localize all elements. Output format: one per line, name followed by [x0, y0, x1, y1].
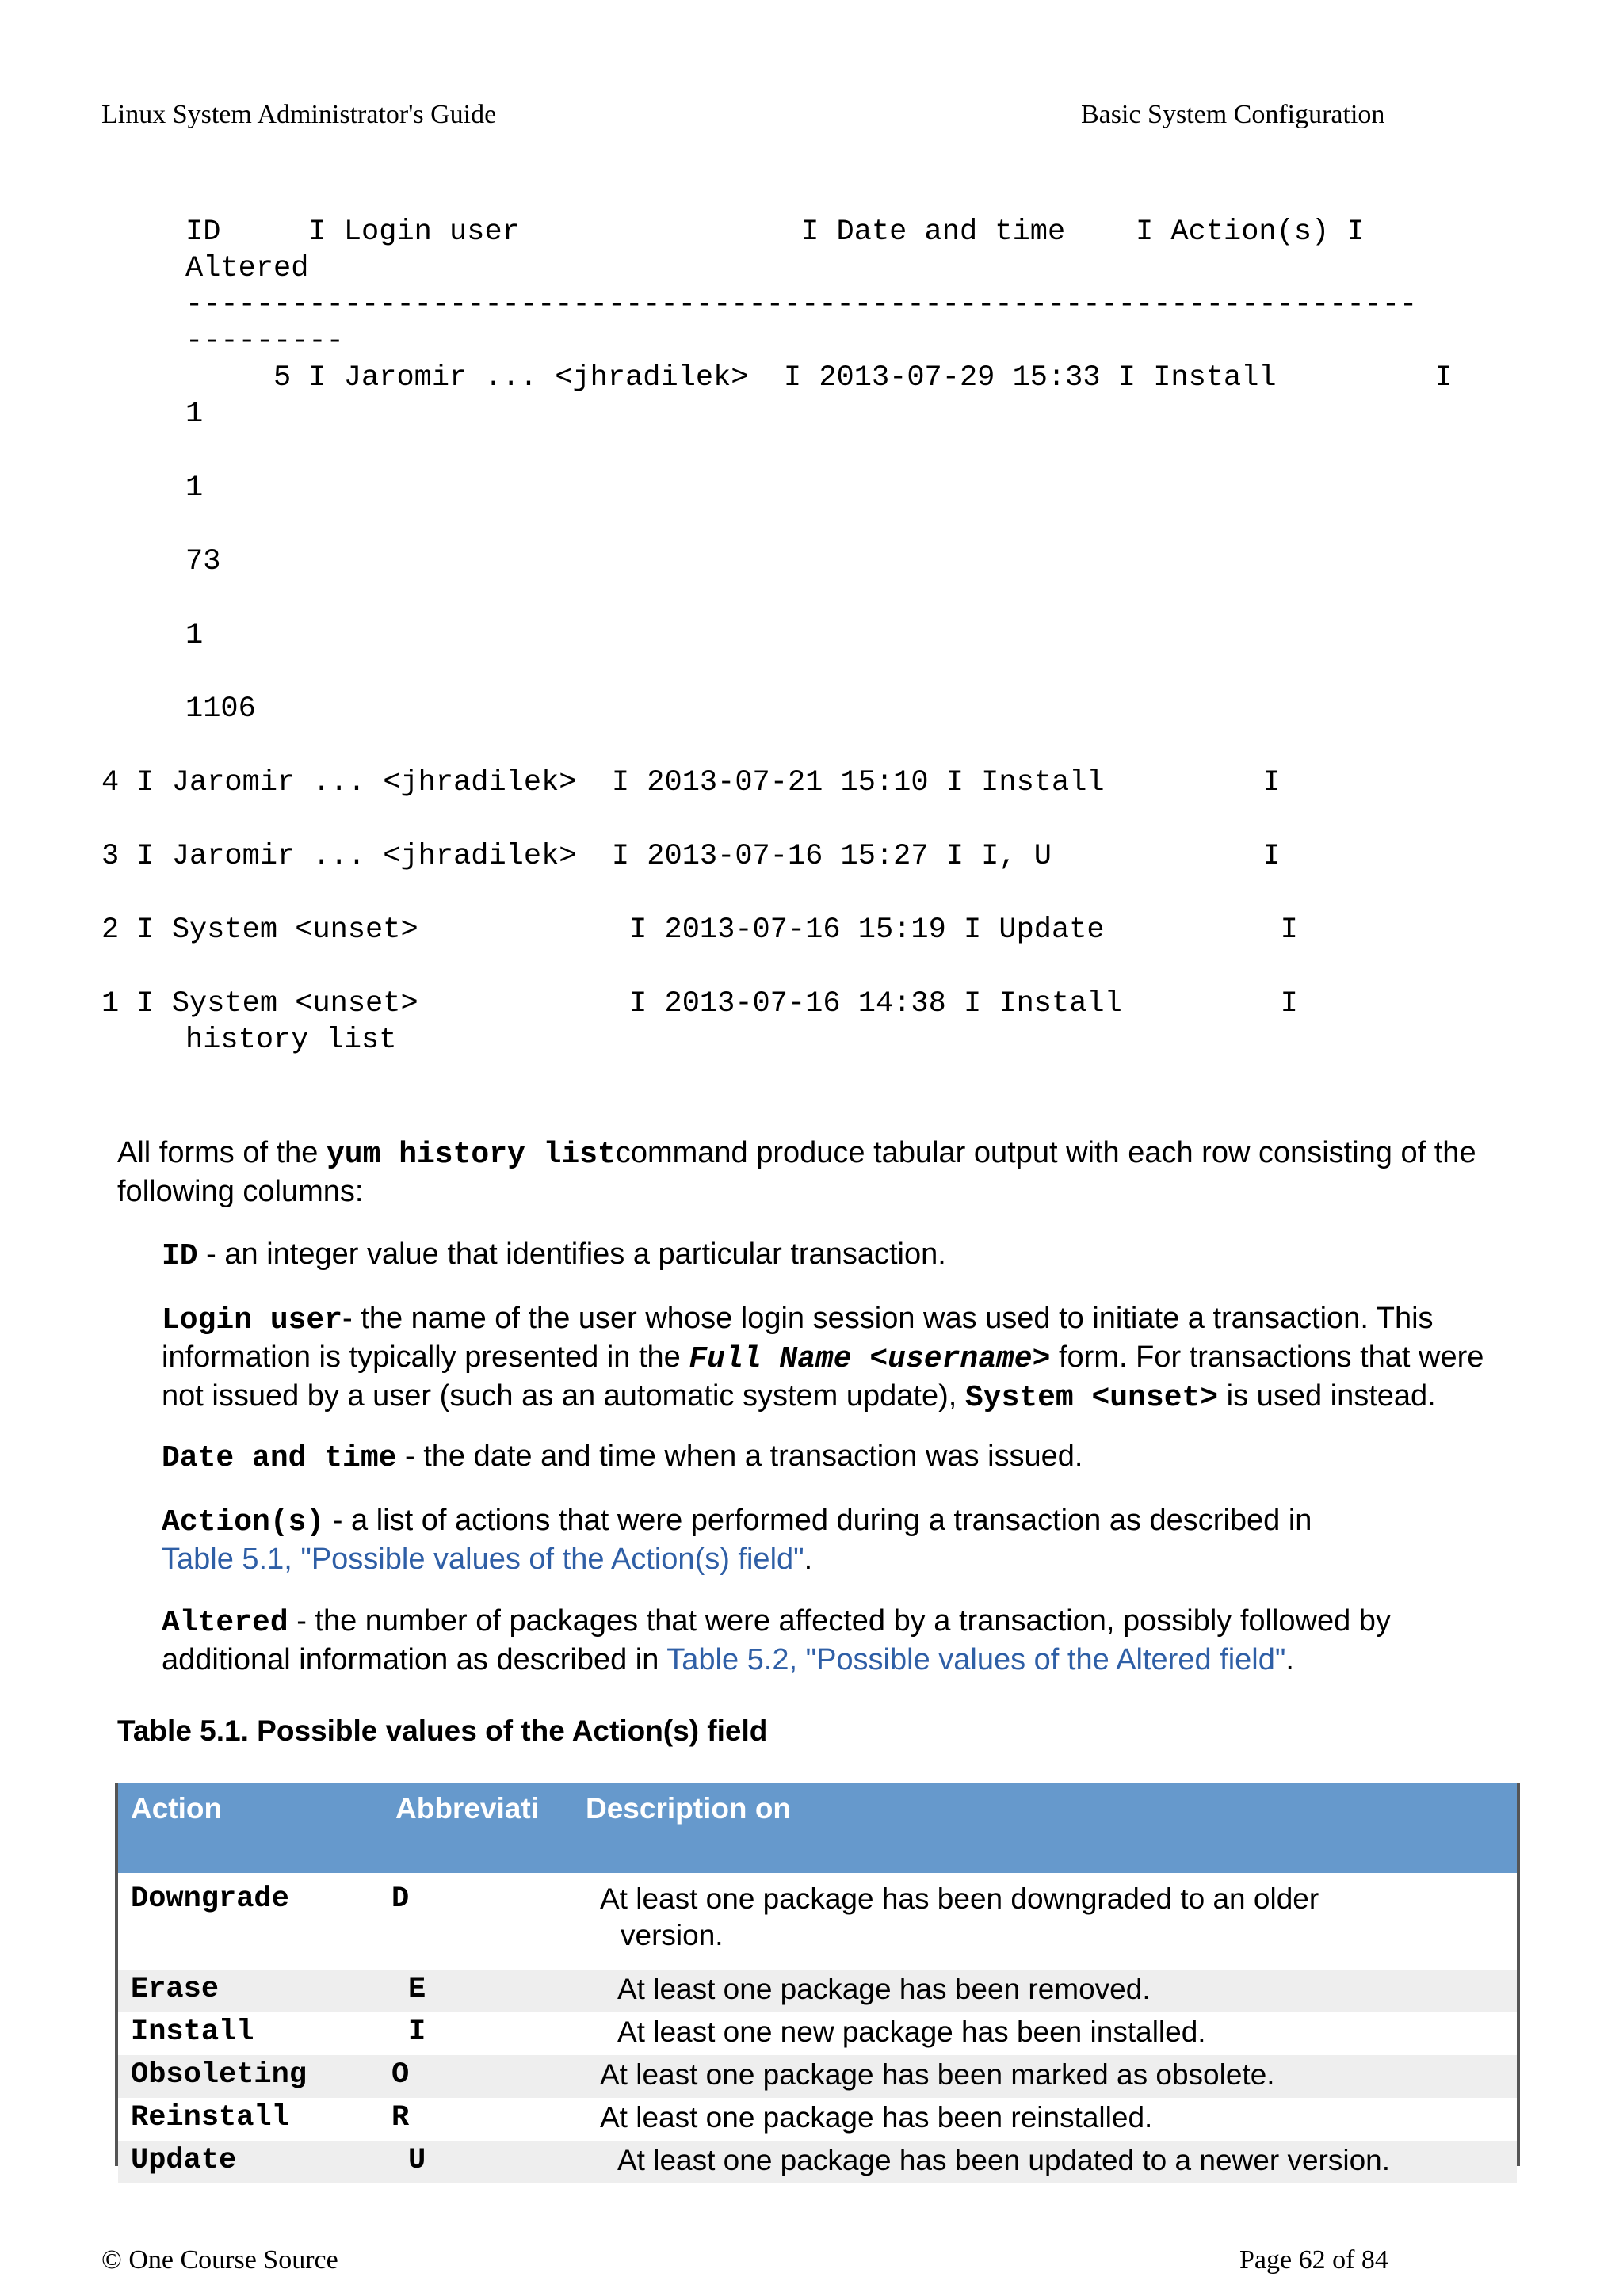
term: ID — [162, 1239, 198, 1273]
abbreviation-cell: I — [408, 2016, 426, 2049]
column-header: Action — [131, 1792, 223, 1825]
action-cell: Reinstall — [131, 2101, 289, 2134]
description-cell: version. — [621, 1919, 724, 1951]
table-header — [118, 1783, 1517, 1873]
action-cell: Erase — [131, 1973, 220, 2006]
action-cell: Obsoleting — [131, 2058, 307, 2092]
abbreviation-cell: U — [408, 2144, 426, 2177]
abbreviation-cell: O — [391, 2058, 410, 2092]
column-header: Description on — [586, 1792, 792, 1825]
description-cell: At least one package has been updated to a newer version. — [617, 2144, 1391, 2176]
code-line: 73 — [185, 545, 221, 578]
page-number: Page 62 of 84 — [1239, 2245, 1388, 2275]
table-caption: Table 5.1. Possible values of the Action(s) field — [117, 1714, 768, 1747]
description-cell: At least one package has been reinstalled. — [600, 2101, 1153, 2134]
code-line: 3 I Jaromir ... <jhradilek> I 2013-07-16 15:27 I I, U I — [101, 840, 1281, 873]
column-header: Abbreviati — [395, 1792, 539, 1825]
code-line: ---------------------------------------------------------------------- — [185, 288, 1418, 322]
term: Action(s) — [162, 1505, 325, 1539]
table-row — [118, 2012, 1517, 2055]
command-name: yum history list — [326, 1138, 616, 1172]
definition-date-time: Date and time - the date and time when a transaction was issued. — [162, 1440, 1083, 1475]
code-line: 2 I System <unset> I 2013-07-16 15:19 I Update I — [101, 913, 1298, 947]
running-header-left: Linux System Administrator's Guide — [101, 100, 497, 129]
description-cell: At least one package has been removed. — [617, 1973, 1151, 2005]
code-line: 5 I Jaromir ... <jhradilek> I 2013-07-29 15:33 I Install I — [185, 361, 1453, 395]
inline-code: Full Name <username> — [689, 1342, 1051, 1376]
running-header-right: Basic System Configuration — [1081, 100, 1385, 129]
footer-copyright: © One Course Source — [101, 2245, 338, 2275]
code-line: 1 I System <unset> I 2013-07-16 14:38 I Install I — [101, 987, 1298, 1020]
table-row — [118, 1970, 1517, 2012]
link-table-5-2[interactable]: Table 5.2, "Possible values of the Altered field" — [666, 1643, 1286, 1676]
definition-login-user: Login user- the name of the user whose login session was used to initiate a transaction. This information is typically presented in the Full Name <username> form. For transactions that were not issued by a user (such as an automatic system update), System <unset> is used instead. — [162, 1302, 1484, 1415]
table-row — [118, 2055, 1517, 2098]
code-line: --------- — [185, 325, 344, 358]
code-line: 1 — [185, 471, 204, 505]
description-cell: At least one package has been downgraded to an older — [600, 1882, 1319, 1915]
intro-paragraph: All forms of the yum history listcommand produce tabular output with each row consisting of the following columns: — [117, 1136, 1476, 1208]
table-row — [118, 2141, 1517, 2183]
link-table-5-1[interactable]: Table 5.1, "Possible values of the Action(s) field" — [162, 1543, 804, 1576]
definition-id: ID - an integer value that identifies a particular transaction. — [162, 1238, 946, 1273]
definition-altered: Altered - the number of packages that were affected by a transaction, possibly followed by additional information as described in Table 5.2, "Possible values of the Altered field". — [162, 1604, 1391, 1676]
abbreviation-cell: R — [391, 2101, 410, 2134]
code-line: 1 — [185, 619, 204, 652]
code-line: history list — [185, 1024, 397, 1057]
action-values-table — [115, 1783, 1520, 2177]
action-cell: Install — [131, 2016, 254, 2049]
action-cell: Downgrade — [131, 1882, 289, 1916]
inline-code: System <unset> — [964, 1381, 1219, 1415]
term: Altered — [162, 1606, 288, 1640]
action-cell: Update — [131, 2144, 237, 2177]
term: Date and time — [162, 1441, 397, 1475]
description-cell: At least one package has been marked as obsolete. — [600, 2058, 1275, 2091]
code-line: 4 I Jaromir ... <jhradilek> I 2013-07-21 15:10 I Install I — [101, 766, 1281, 799]
code-line: 1 — [185, 398, 204, 431]
table-row — [118, 1873, 1517, 1970]
abbreviation-cell: D — [391, 1882, 410, 1916]
table-row — [118, 2098, 1517, 2141]
abbreviation-cell: E — [408, 1973, 426, 2006]
code-line: ID I Login user I Date and time I Action(s) I — [185, 215, 1365, 249]
term: Login user — [162, 1303, 343, 1337]
code-line: 1106 — [185, 692, 256, 726]
description-cell: At least one new package has been installed. — [617, 2016, 1206, 2048]
code-line: Altered — [185, 252, 309, 285]
definition-actions: Action(s) - a list of actions that were performed during a transaction as described in Table 5.1, "Possible values of the Action(s) field". — [162, 1504, 1312, 1576]
